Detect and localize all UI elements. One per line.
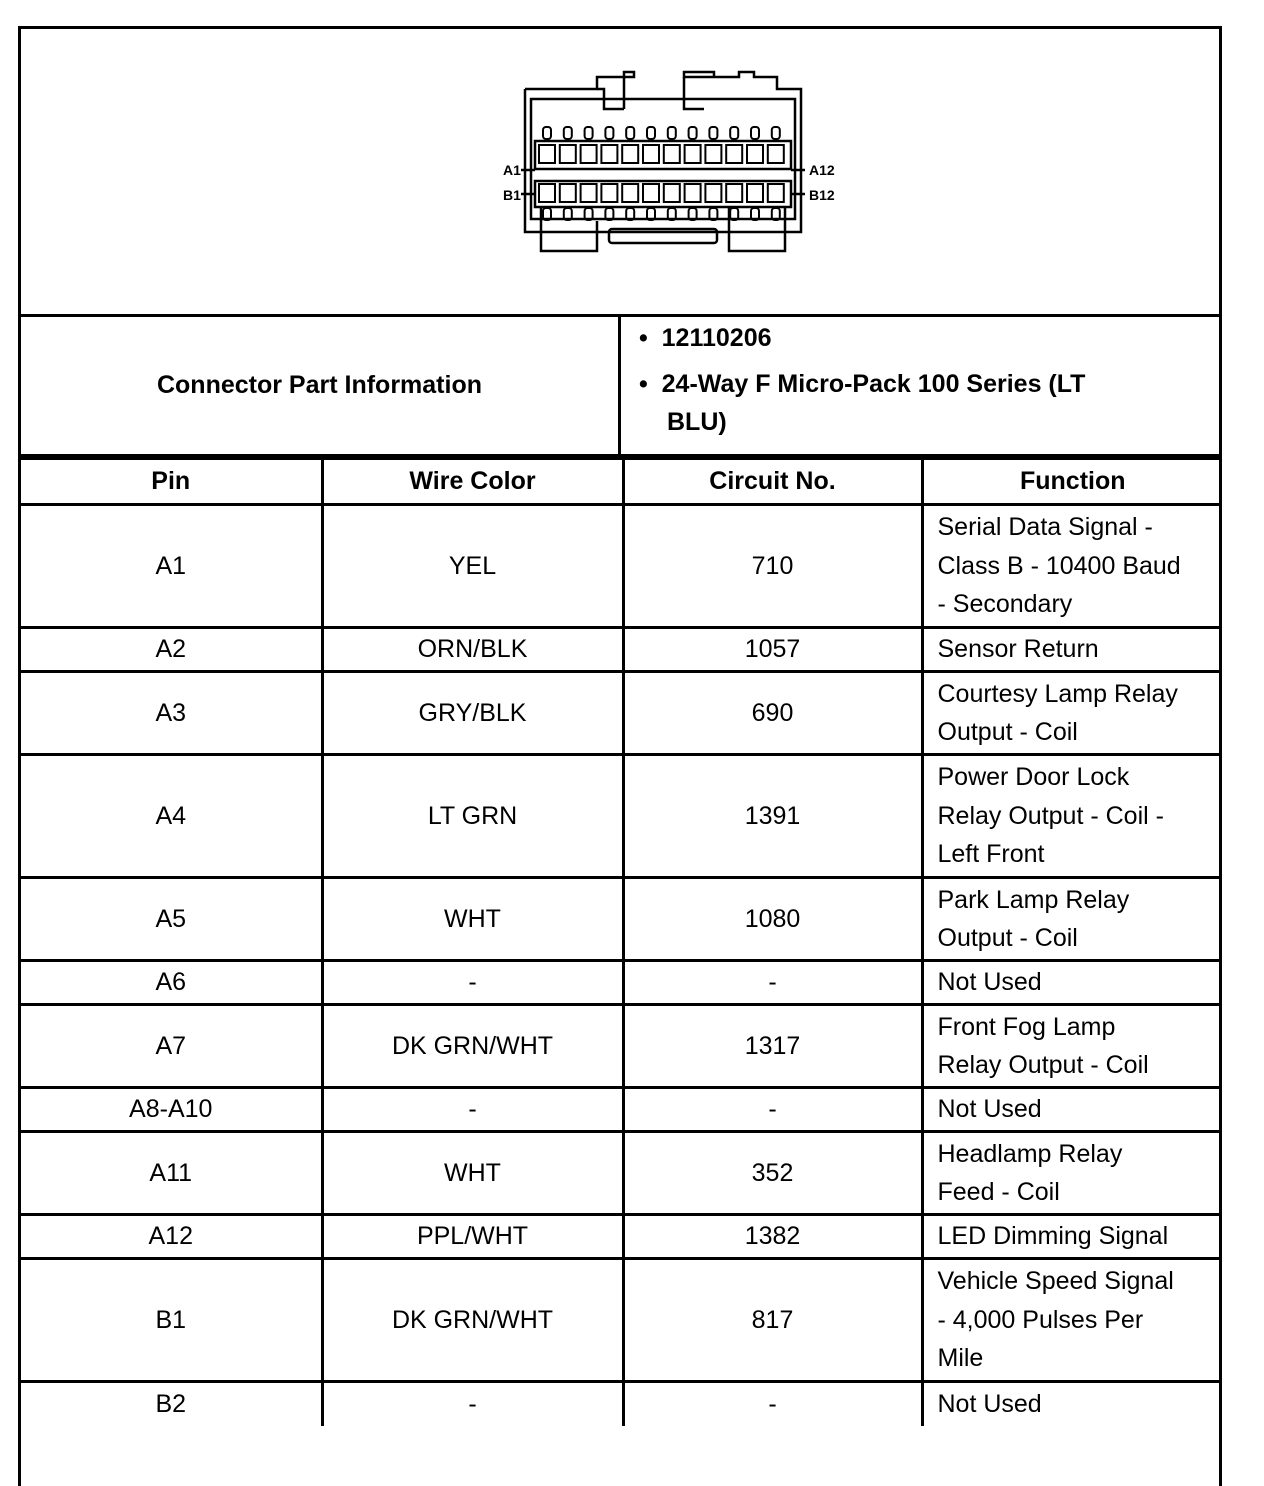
circuit-cell: 1382 — [623, 1215, 922, 1259]
wire-color-cell: YEL — [322, 505, 623, 628]
circuit-cell: - — [623, 1088, 922, 1132]
function-cell — [922, 1005, 1222, 1088]
part-description-continued: BLU) — [667, 408, 727, 436]
connector-diagram-area — [21, 29, 1219, 317]
pin-cell: A8-A10 — [21, 1088, 322, 1132]
table-row — [21, 1382, 1222, 1426]
table-row — [21, 1259, 1222, 1382]
wire-color-cell: - — [322, 1382, 623, 1426]
table-row — [21, 1215, 1222, 1259]
pin-cavity — [747, 145, 763, 163]
header-wire-color: Wire Color — [322, 459, 623, 505]
part-info-label: Connector Part Information — [21, 317, 621, 454]
pin-cavity — [539, 145, 555, 163]
connector-part-info-row — [21, 317, 1219, 457]
function-line: Park Lamp Relay — [937, 885, 1130, 914]
circuit-cell: 817 — [623, 1259, 922, 1382]
pin-cavity — [768, 184, 784, 202]
function-cell — [922, 755, 1222, 878]
function-line: Output - Coil — [937, 924, 1078, 952]
pin-cavity — [560, 145, 576, 163]
circuit-cell: 690 — [623, 672, 922, 755]
function-cell — [922, 1088, 1222, 1132]
wire-color-cell: DK GRN/WHT — [322, 1005, 623, 1088]
header-circuit-no: Circuit No. — [623, 459, 922, 505]
pin-cell: A1 — [21, 505, 322, 628]
pin-cell: A3 — [21, 672, 322, 755]
pin-cavity — [622, 145, 638, 163]
table-row — [21, 672, 1222, 755]
function-cell — [922, 672, 1222, 755]
wire-color-cell: GRY/BLK — [322, 672, 623, 755]
function-line: Left Front — [937, 840, 1045, 869]
label-b12: B12 — [809, 187, 835, 203]
function-line: Power Door Lock — [937, 763, 1130, 792]
function-line: Not Used — [937, 1095, 1042, 1124]
function-line: Class B - 10400 Baud — [937, 551, 1181, 580]
pin-cell: A11 — [21, 1132, 322, 1215]
function-line: Serial Data Signal - — [937, 513, 1153, 542]
wire-color-cell: - — [322, 1088, 623, 1132]
part-info-values — [621, 317, 1219, 454]
pin-cell: A2 — [21, 628, 322, 672]
function-line: Relay Output - Coil — [937, 1051, 1149, 1079]
label-b1: B1 — [503, 187, 521, 203]
part-description-line: • 24-Way F Micro-Pack 100 Series (LT — [639, 370, 1086, 398]
pin-cell: A5 — [21, 878, 322, 961]
pin-cavity — [581, 184, 597, 202]
pin-cavity — [685, 145, 701, 163]
function-line: Relay Output - Coil - — [937, 801, 1164, 830]
function-line: LED Dimming Signal — [937, 1222, 1169, 1251]
table-row — [21, 505, 1222, 628]
table-row — [21, 628, 1222, 672]
pin-cell: A7 — [21, 1005, 322, 1088]
function-line: Vehicle Speed Signal — [937, 1267, 1174, 1296]
pin-cavity — [601, 145, 617, 163]
pin-cell: A12 — [21, 1215, 322, 1259]
pin-cell: A6 — [21, 961, 322, 1005]
circuit-cell: 1391 — [623, 755, 922, 878]
pin-latch — [585, 127, 593, 139]
pin-latch — [564, 127, 572, 139]
pin-latch — [730, 127, 738, 139]
circuit-cell: 1057 — [623, 628, 922, 672]
function-line: Output - Coil — [937, 718, 1078, 746]
table-header-row — [21, 459, 1222, 505]
connector-document — [18, 26, 1222, 1486]
pin-cavity — [643, 184, 659, 202]
pinout-table — [21, 457, 1222, 1426]
pin-cell: A4 — [21, 755, 322, 878]
pin-cavity — [726, 184, 742, 202]
pin-cavity — [601, 184, 617, 202]
table-row — [21, 878, 1222, 961]
function-cell — [922, 1215, 1222, 1259]
function-line: Feed - Coil — [937, 1178, 1060, 1206]
table-row — [21, 1088, 1222, 1132]
pin-cavity — [664, 145, 680, 163]
header-pin: Pin — [21, 459, 322, 505]
pin-latch — [668, 127, 676, 139]
circuit-cell: 1317 — [623, 1005, 922, 1088]
pin-cavity — [560, 184, 576, 202]
function-cell — [922, 1132, 1222, 1215]
function-line: Sensor Return — [937, 635, 1099, 664]
connector-face-diagram — [479, 69, 839, 269]
pin-latch — [543, 127, 551, 139]
pin-cavity — [581, 145, 597, 163]
pin-latch — [626, 127, 634, 139]
circuit-cell: - — [623, 961, 922, 1005]
pin-cavity — [768, 145, 784, 163]
circuit-cell: 710 — [623, 505, 922, 628]
function-line: Not Used — [937, 968, 1042, 997]
function-line: - 4,000 Pulses Per — [937, 1305, 1144, 1334]
pin-cavity — [726, 145, 742, 163]
function-line: Not Used — [937, 1390, 1042, 1418]
pin-latch — [647, 127, 655, 139]
circuit-cell: 1080 — [623, 878, 922, 961]
function-line: Courtesy Lamp Relay — [937, 679, 1178, 708]
function-line: Headlamp Relay — [937, 1139, 1123, 1168]
table-row — [21, 1132, 1222, 1215]
pin-cavity — [664, 184, 680, 202]
wire-color-cell: WHT — [322, 878, 623, 961]
function-cell — [922, 1259, 1222, 1382]
wire-color-cell: WHT — [322, 1132, 623, 1215]
pin-cavity — [622, 184, 638, 202]
wire-color-cell: PPL/WHT — [322, 1215, 623, 1259]
pin-latch — [605, 127, 613, 139]
pin-cavity — [539, 184, 555, 202]
function-line: Mile — [937, 1344, 984, 1373]
wire-color-cell: ORN/BLK — [322, 628, 623, 672]
pin-cavity — [747, 184, 763, 202]
pin-cavity — [685, 184, 701, 202]
table-row — [21, 1005, 1222, 1088]
wire-color-cell: LT GRN — [322, 755, 623, 878]
pin-latch — [751, 127, 759, 139]
label-a12: A12 — [809, 162, 835, 178]
pin-latch — [709, 127, 717, 139]
circuit-cell: 352 — [623, 1132, 922, 1215]
wire-color-cell: - — [322, 961, 623, 1005]
function-line: Front Fog Lamp — [937, 1012, 1116, 1041]
pin-cell: B1 — [21, 1259, 322, 1382]
part-number: 12110206 — [661, 324, 772, 352]
pin-cavity — [705, 145, 721, 163]
function-cell — [922, 628, 1222, 672]
part-number-line: • 12110206 — [639, 324, 772, 352]
wire-color-cell: DK GRN/WHT — [322, 1259, 623, 1382]
pin-latch — [772, 127, 780, 139]
function-line: - Secondary — [937, 590, 1073, 619]
circuit-cell: - — [623, 1382, 922, 1426]
table-row — [21, 961, 1222, 1005]
table-row — [21, 755, 1222, 878]
header-function: Function — [922, 459, 1222, 505]
pin-latch — [689, 127, 697, 139]
function-cell — [922, 961, 1222, 1005]
pin-cavity — [643, 145, 659, 163]
pin-cell: B2 — [21, 1382, 322, 1426]
label-a1: A1 — [503, 162, 521, 178]
function-cell — [922, 505, 1222, 628]
function-cell — [922, 878, 1222, 961]
part-description: 24-Way F Micro-Pack 100 Series (LT — [661, 370, 1086, 398]
pin-cavity — [705, 184, 721, 202]
function-cell — [922, 1382, 1222, 1426]
